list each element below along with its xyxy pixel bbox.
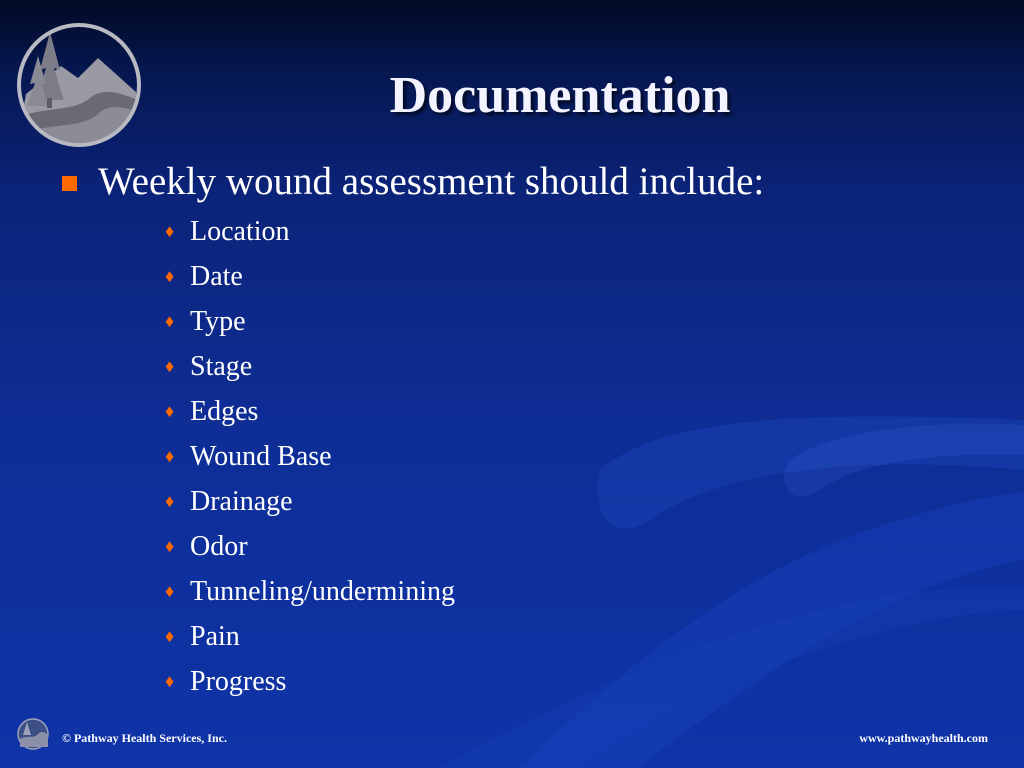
assessment-list [165,209,455,704]
list-item-label: Odor [190,531,248,562]
list-item-label: Stage [190,351,253,382]
list-item-label: Drainage [190,486,293,517]
diamond-bullet-icon: ♦ [165,671,175,691]
list-item-label: Pain [190,621,240,652]
diamond-bullet-icon: ♦ [165,221,175,241]
list-item-label: Edges [190,396,259,427]
list-item-label: Tunneling/undermining [190,576,455,607]
diamond-bullet-icon: ♦ [165,626,175,646]
diamond-bullet-icon: ♦ [165,581,175,601]
list-item [165,614,455,659]
main-bullet-text: Weekly wound assessment should include: [98,160,765,203]
list-item [165,479,455,524]
slide-title: Documentation [389,67,731,124]
main-bullet [62,154,764,210]
footer-website: www.pathwayhealth.com [859,731,988,745]
list-item-label: Location [190,216,290,247]
square-bullet-icon [62,176,77,191]
list-item [165,254,455,299]
diamond-bullet-icon: ♦ [165,536,175,556]
diamond-bullet-icon: ♦ [165,446,175,466]
list-item-label: Date [190,261,243,292]
diamond-bullet-icon: ♦ [165,356,175,376]
footer-copyright: © Pathway Health Services, Inc. [62,731,227,745]
list-item [165,434,455,479]
company-logo [16,22,142,148]
list-item [165,344,455,389]
list-item-label: Wound Base [190,441,332,472]
list-item [165,659,455,704]
diamond-bullet-icon: ♦ [165,266,175,286]
diamond-bullet-icon: ♦ [165,311,175,331]
list-item-label: Progress [190,666,287,697]
list-item-label: Type [190,306,246,337]
list-item [165,209,455,254]
list-item [165,524,455,569]
list-item [165,299,455,344]
list-item [165,389,455,434]
footer-logo-icon [16,717,50,751]
diamond-bullet-icon: ♦ [165,491,175,511]
list-item [165,569,455,614]
diamond-bullet-icon: ♦ [165,401,175,421]
